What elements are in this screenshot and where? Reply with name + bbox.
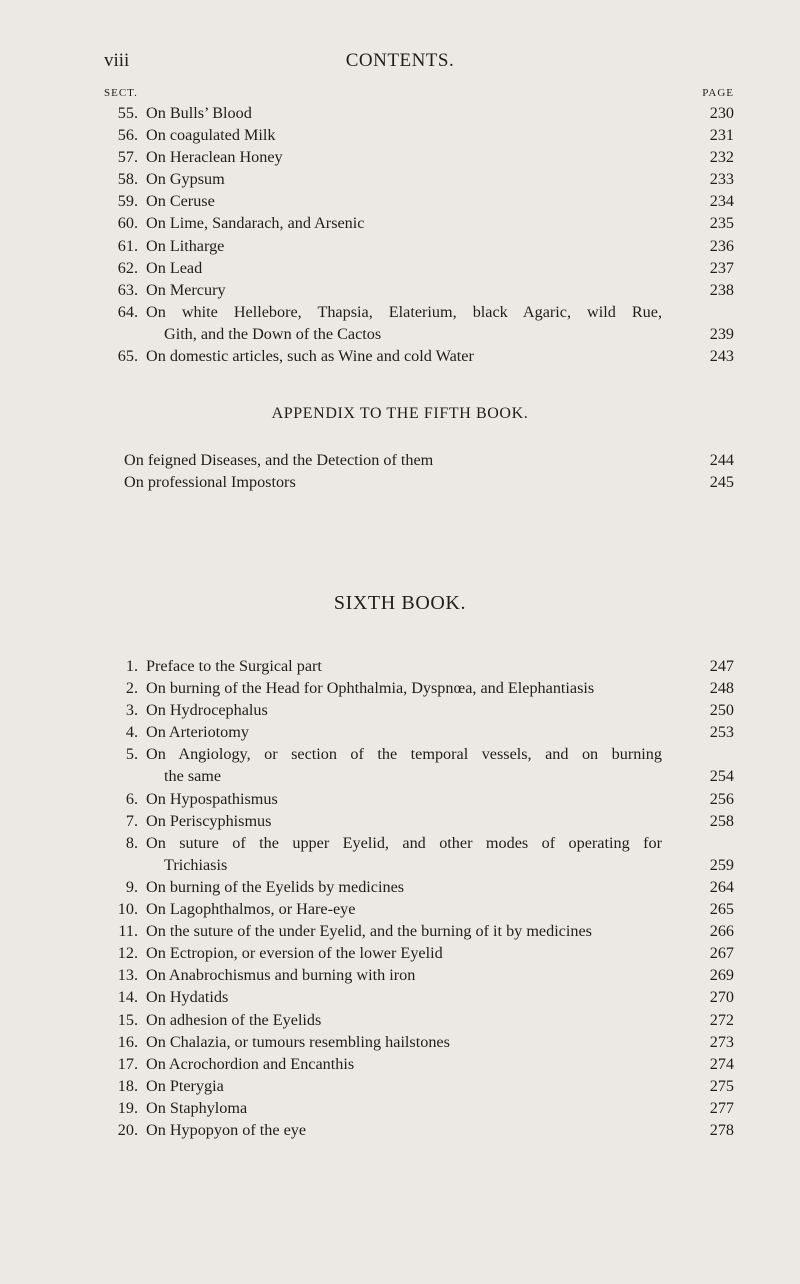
page-reference: 267 xyxy=(709,944,734,963)
entry-title: On Mercury xyxy=(146,280,226,299)
toc-entry xyxy=(0,345,800,367)
entry-title: On suture of the upper Eyelid, and other modes of operating for xyxy=(146,833,662,852)
page-reference: 265 xyxy=(709,900,734,919)
page-reference: 247 xyxy=(709,657,734,675)
section-number: 7. xyxy=(125,811,138,830)
toc-entry xyxy=(0,1119,800,1141)
entry-title: On Litharge xyxy=(146,236,225,255)
sect-column-label: SECT. xyxy=(104,87,138,99)
toc-entry xyxy=(0,677,800,699)
page-reference: 233 xyxy=(709,170,734,189)
toc-entry xyxy=(0,964,800,986)
entry-title: On Hydrocephalus xyxy=(146,701,268,720)
toc-entry xyxy=(0,471,800,493)
toc-entry xyxy=(0,279,800,301)
page-reference: 256 xyxy=(709,789,734,808)
section-number: 55. xyxy=(117,104,138,122)
entry-title: On Chalazia, or tumours resembling hailstones xyxy=(146,1032,450,1051)
section-number: 19. xyxy=(117,1098,138,1117)
toc-entry xyxy=(0,721,800,743)
entry-title: On white Hellebore, Thapsia, Elaterium, black Agaric, wild Rue, xyxy=(146,302,662,321)
toc-entry xyxy=(0,102,800,124)
page-reference: 273 xyxy=(709,1032,734,1051)
toc-entry xyxy=(0,235,800,257)
toc-entry xyxy=(0,168,800,190)
toc-entry xyxy=(0,876,800,898)
entry-title: On Gypsum xyxy=(146,170,225,189)
page-reference: 230 xyxy=(709,104,734,122)
toc-entry xyxy=(0,212,800,234)
toc-entry xyxy=(0,1009,800,1031)
page-reference: 248 xyxy=(709,679,734,698)
toc-entry xyxy=(0,655,800,677)
page-reference: 232 xyxy=(709,148,734,167)
toc-entry xyxy=(0,699,800,721)
toc-entry xyxy=(0,743,800,765)
page-number: viii xyxy=(104,50,130,71)
entry-title: On Anabrochismus and burning with iron xyxy=(146,966,416,985)
section-number: 64. xyxy=(117,302,138,321)
page-reference: 264 xyxy=(709,877,734,896)
page-reference: 254 xyxy=(709,767,734,786)
page-reference: 243 xyxy=(709,347,734,366)
sixth-book-heading: SIXTH BOOK. xyxy=(333,592,467,614)
entry-title: Preface to the Surgical part xyxy=(146,657,322,675)
page-reference: 275 xyxy=(709,1076,734,1095)
entry-title: the same xyxy=(164,767,222,786)
section-number: 57. xyxy=(117,148,138,167)
toc-entry xyxy=(0,1097,800,1119)
toc-entry xyxy=(0,124,800,146)
page-reference: 234 xyxy=(709,192,734,211)
entry-title: On domestic articles, such as Wine and cold Water xyxy=(146,347,474,366)
section-number: 2. xyxy=(125,679,138,698)
page-reference: 235 xyxy=(709,214,734,233)
page-reference: 250 xyxy=(709,701,734,720)
page-reference: 259 xyxy=(709,855,734,874)
entry-title: On Lead xyxy=(146,258,203,277)
page-reference: 237 xyxy=(709,258,734,277)
toc-entry xyxy=(0,449,800,471)
section-number: 16. xyxy=(117,1032,138,1051)
entry-title: On Pterygia xyxy=(146,1076,224,1095)
entry-title: On burning of the Eyelids by medicines xyxy=(146,877,405,896)
page-reference: 253 xyxy=(709,723,734,742)
entry-title: On Lime, Sandarach, and Arsenic xyxy=(146,214,365,233)
section-number: 59. xyxy=(117,192,138,211)
entry-title: On burning of the Head for Ophthalmia, Dyspnœa, and Elephantiasis xyxy=(146,679,595,698)
toc-entry xyxy=(0,788,800,810)
page-reference: 274 xyxy=(709,1054,734,1073)
page-reference: 236 xyxy=(709,236,734,255)
toc-entry xyxy=(0,765,800,787)
section-number: 1. xyxy=(125,657,138,675)
page-reference: 244 xyxy=(709,451,734,469)
toc-entry xyxy=(0,146,800,168)
section-number: 11. xyxy=(118,922,138,941)
section-number: 18. xyxy=(117,1076,138,1095)
page-reference: 277 xyxy=(709,1098,734,1117)
page-reference: 278 xyxy=(709,1120,734,1139)
section-number: 58. xyxy=(117,170,138,189)
toc-entry xyxy=(0,854,800,876)
toc-entry xyxy=(0,1075,800,1097)
entry-title: On the suture of the under Eyelid, and the burning of it by medicines xyxy=(146,922,592,941)
entry-title: On Periscyphismus xyxy=(146,811,272,830)
section-number: 6. xyxy=(125,789,138,808)
section-number: 60. xyxy=(117,214,138,233)
page-reference: 272 xyxy=(709,1010,734,1029)
entry-title: On feigned Diseases, and the Detection of them xyxy=(124,451,434,469)
section-number: 9. xyxy=(125,877,138,896)
entry-title: On coagulated Milk xyxy=(146,126,276,145)
page-reference: 258 xyxy=(709,811,734,830)
entry-title: On Arteriotomy xyxy=(146,723,249,742)
page-reference: 270 xyxy=(709,988,734,1007)
section-number: 65. xyxy=(117,347,138,366)
entry-title: On Hypopyon of the eye xyxy=(146,1120,307,1139)
page-reference: 269 xyxy=(709,966,734,985)
entry-title: On Lagophthalmos, or Hare-eye xyxy=(146,900,356,919)
toc-entry xyxy=(0,986,800,1008)
section-number: 4. xyxy=(125,723,138,742)
page-column-label: PAGE xyxy=(702,87,734,99)
entry-title: On Angiology, or section of the temporal vessels, and on burning xyxy=(146,745,662,764)
section-number: 62. xyxy=(117,258,138,277)
entry-title: On Hydatids xyxy=(146,988,229,1007)
appendix-contents xyxy=(0,449,800,493)
entry-title: Trichiasis xyxy=(164,855,228,874)
page-reference: 266 xyxy=(709,922,734,941)
entry-title: On adhesion of the Eyelids xyxy=(146,1010,322,1029)
entry-title: On professional Impostors xyxy=(124,473,296,492)
section-number: 13. xyxy=(117,966,138,985)
fifth-book-contents xyxy=(0,102,800,367)
section-number: 8. xyxy=(125,833,138,852)
entry-title: On Acrochordion and Encanthis xyxy=(146,1054,355,1073)
entry-title: On Bulls’ Blood xyxy=(146,104,252,122)
section-number: 3. xyxy=(125,701,138,720)
toc-entry xyxy=(0,257,800,279)
running-head-title: CONTENTS. xyxy=(345,50,455,71)
section-number: 5. xyxy=(125,745,138,764)
page-reference: 245 xyxy=(709,473,734,492)
sixth-book-contents xyxy=(0,655,800,1141)
page-reference: 238 xyxy=(709,280,734,299)
toc-entry xyxy=(0,301,800,323)
entry-title: On Heraclean Honey xyxy=(146,148,283,167)
appendix-heading: APPENDIX TO THE FIFTH BOOK. xyxy=(271,405,529,422)
toc-entry xyxy=(0,942,800,964)
section-number: 17. xyxy=(117,1054,138,1073)
section-number: 61. xyxy=(117,236,138,255)
toc-entry xyxy=(0,190,800,212)
section-number: 20. xyxy=(117,1120,138,1139)
section-number: 15. xyxy=(117,1010,138,1029)
section-number: 12. xyxy=(117,944,138,963)
toc-entry xyxy=(0,323,800,345)
entry-title: On Ectropion, or eversion of the lower Eyelid xyxy=(146,944,443,963)
toc-entry xyxy=(0,832,800,854)
section-number: 63. xyxy=(117,280,138,299)
entry-title: On Staphyloma xyxy=(146,1098,248,1117)
entry-title: On Hypospathismus xyxy=(146,789,278,808)
page-reference: 239 xyxy=(709,324,734,343)
entry-title: On Ceruse xyxy=(146,192,215,211)
section-number: 56. xyxy=(117,126,138,145)
section-number: 10. xyxy=(117,900,138,919)
toc-entry xyxy=(0,1031,800,1053)
toc-entry xyxy=(0,920,800,942)
toc-entry xyxy=(0,1053,800,1075)
toc-entry xyxy=(0,810,800,832)
section-number: 14. xyxy=(117,988,138,1007)
toc-entry xyxy=(0,898,800,920)
entry-title: Gith, and the Down of the Cactos xyxy=(164,324,382,343)
page-reference: 231 xyxy=(709,126,734,145)
